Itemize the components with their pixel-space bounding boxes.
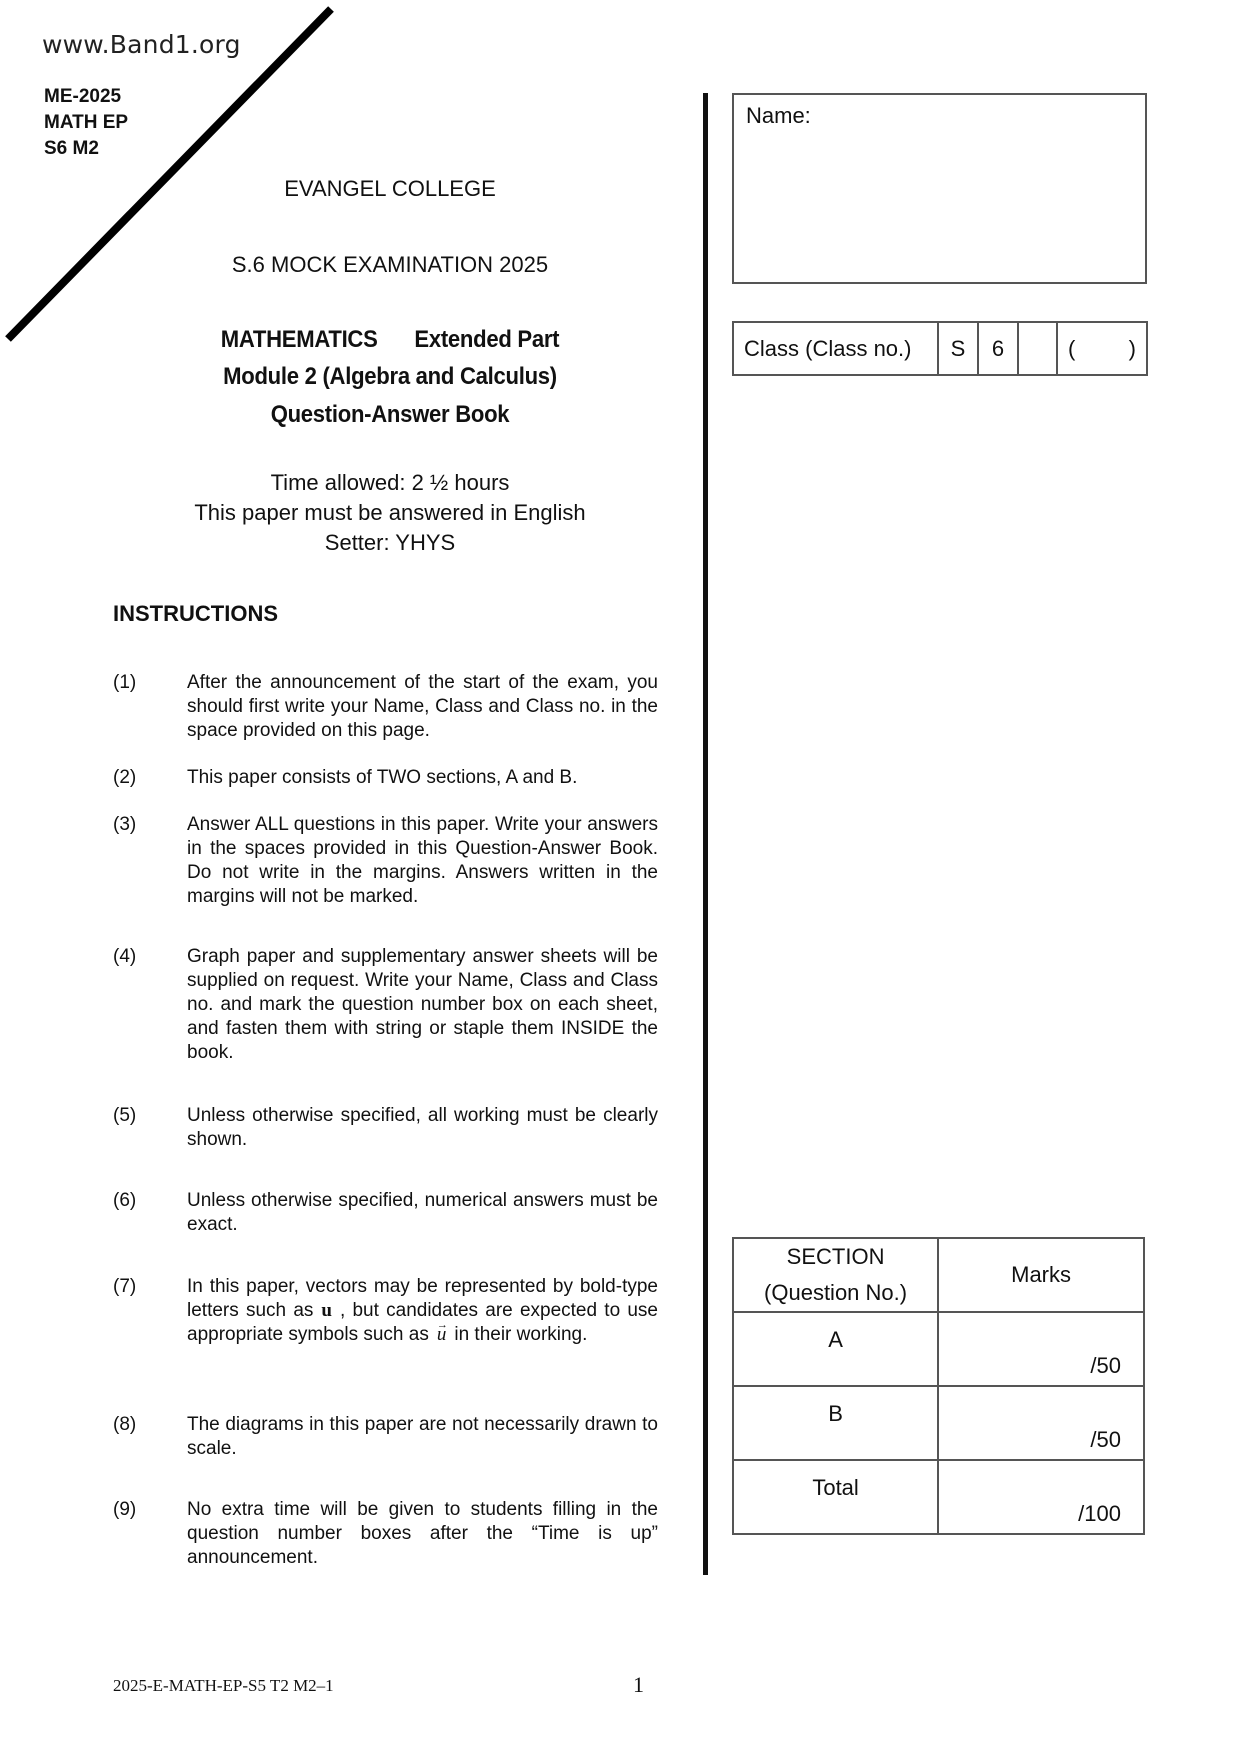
marks-cell[interactable] <box>938 1386 1144 1460</box>
instruction-text-part: , but candidates are expected to use appropriate symbols such as <box>187 1300 658 1345</box>
section-header-line: SECTION <box>786 1244 885 1269</box>
margin-divider <box>703 93 708 1575</box>
section-cell <box>733 1312 938 1386</box>
instruction-number: (1) <box>113 672 137 693</box>
section-label: Total <box>812 1475 859 1500</box>
class-form-6: 6 <box>979 323 1019 374</box>
subject-title <box>160 326 620 354</box>
paper-code-line: MATH EP <box>44 112 129 133</box>
marks-column-header: Marks <box>938 1238 1144 1312</box>
marks-table <box>732 1237 1145 1535</box>
instruction-item <box>113 671 658 743</box>
paper-codes <box>44 84 128 162</box>
instruction-item <box>113 766 658 790</box>
name-label: Name: <box>746 103 811 128</box>
table-header-row <box>733 1238 1144 1312</box>
class-form-s: S <box>939 323 979 374</box>
class-label: Class (Class no.) <box>734 323 939 374</box>
bold-vector-symbol: u <box>321 1300 332 1321</box>
class-field-row <box>732 321 1148 376</box>
instruction-text-part: In this paper, vectors may be represented by bold-type letters such as <box>187 1276 658 1321</box>
instruction-item <box>113 945 658 1065</box>
instruction-text: Graph paper and supplementary answer sheets will be supplied on request. Write your Name, Class and Class no. and mark the question number box on each sheet, and fasten them with string or staple them INSIDE the book. <box>187 946 658 1063</box>
instruction-item <box>113 1498 658 1570</box>
book-title: Question-Answer Book <box>270 401 510 428</box>
instruction-number: (3) <box>113 814 137 835</box>
instruction-number: (9) <box>113 1499 137 1520</box>
instruction-item <box>113 1413 658 1461</box>
instruction-text-part: in their working. <box>454 1324 588 1345</box>
instruction-item <box>113 813 658 909</box>
section-label: A <box>828 1327 843 1352</box>
table-row <box>733 1312 1144 1386</box>
marks-cell[interactable] <box>938 1460 1144 1534</box>
subject-label: MATHEMATICS <box>220 326 378 353</box>
open-paren: ( <box>1068 335 1076 361</box>
marks-cell[interactable] <box>938 1312 1144 1386</box>
footer-paper-code: 2025-E-MATH-EP-S5 T2 M2–1 <box>113 1676 334 1695</box>
name-field[interactable] <box>732 93 1147 284</box>
section-column-header <box>733 1238 938 1312</box>
instruction-number: (6) <box>113 1190 137 1211</box>
exam-name: S.6 MOCK EXAMINATION 2025 <box>231 252 549 277</box>
instruction-number: (4) <box>113 946 137 967</box>
instruction-number: (7) <box>113 1276 137 1297</box>
instruction-text: This paper consists of TWO sections, A and B. <box>187 767 578 788</box>
instruction-item <box>113 1104 658 1152</box>
section-label: B <box>828 1401 843 1426</box>
instruction-number: (8) <box>113 1414 137 1435</box>
instruction-text: No extra time will be given to students filling in the question number boxes after the “Time is up” announcement. <box>187 1499 658 1568</box>
paper-code-line: S6 M2 <box>44 138 99 159</box>
instruction-text: Unless otherwise specified, numerical answers must be exact. <box>187 1190 658 1235</box>
section-cell <box>733 1460 938 1534</box>
module-title: Module 2 (Algebra and Calculus) <box>223 363 557 390</box>
time-allowed: Time allowed: 2 ½ hours <box>270 470 510 495</box>
table-row <box>733 1386 1144 1460</box>
class-number-input[interactable] <box>1058 323 1146 374</box>
part-label: Extended Part <box>414 326 560 353</box>
paper-code-line: ME-2025 <box>44 86 122 107</box>
section-header-line: (Question No.) <box>764 1280 908 1305</box>
instruction-text: Unless otherwise specified, all working must be clearly shown. <box>187 1105 658 1150</box>
school-name: EVANGEL COLLEGE <box>284 176 496 201</box>
instruction-text: After the announcement of the start of the exam, you should first write your Name, Class and Class no. in the space provided on this page. <box>187 672 658 741</box>
marks-out-of: /50 <box>1090 1427 1121 1452</box>
instruction-number: (2) <box>113 767 137 788</box>
instruction-number: (5) <box>113 1105 137 1126</box>
section-cell <box>733 1386 938 1460</box>
instructions-heading: INSTRUCTIONS <box>113 601 278 626</box>
table-row <box>733 1460 1144 1534</box>
language-note: This paper must be answered in English <box>194 500 586 525</box>
instruction-item <box>113 1275 658 1347</box>
instruction-item <box>113 1189 658 1237</box>
marks-out-of: /100 <box>1078 1501 1121 1526</box>
watermark: www.Band1.org <box>42 30 241 59</box>
page-number: 1 <box>633 1672 644 1697</box>
instruction-text: Answer ALL questions in this paper. Write your answers in the spaces provided in this Question-Answer Book. Do not write in the margins. Answers written in the margins will not be marked. <box>187 814 658 907</box>
setter: Setter: YHYS <box>324 530 456 555</box>
instruction-text <box>187 1275 658 1347</box>
instruction-text: The diagrams in this paper are not necessarily drawn to scale. <box>187 1414 658 1459</box>
marks-out-of: /50 <box>1090 1353 1121 1378</box>
class-letter-input[interactable] <box>1019 323 1058 374</box>
close-paren: ) <box>1128 335 1136 361</box>
exam-meta <box>140 468 640 558</box>
arrow-vector-symbol: → u <box>437 1324 447 1345</box>
